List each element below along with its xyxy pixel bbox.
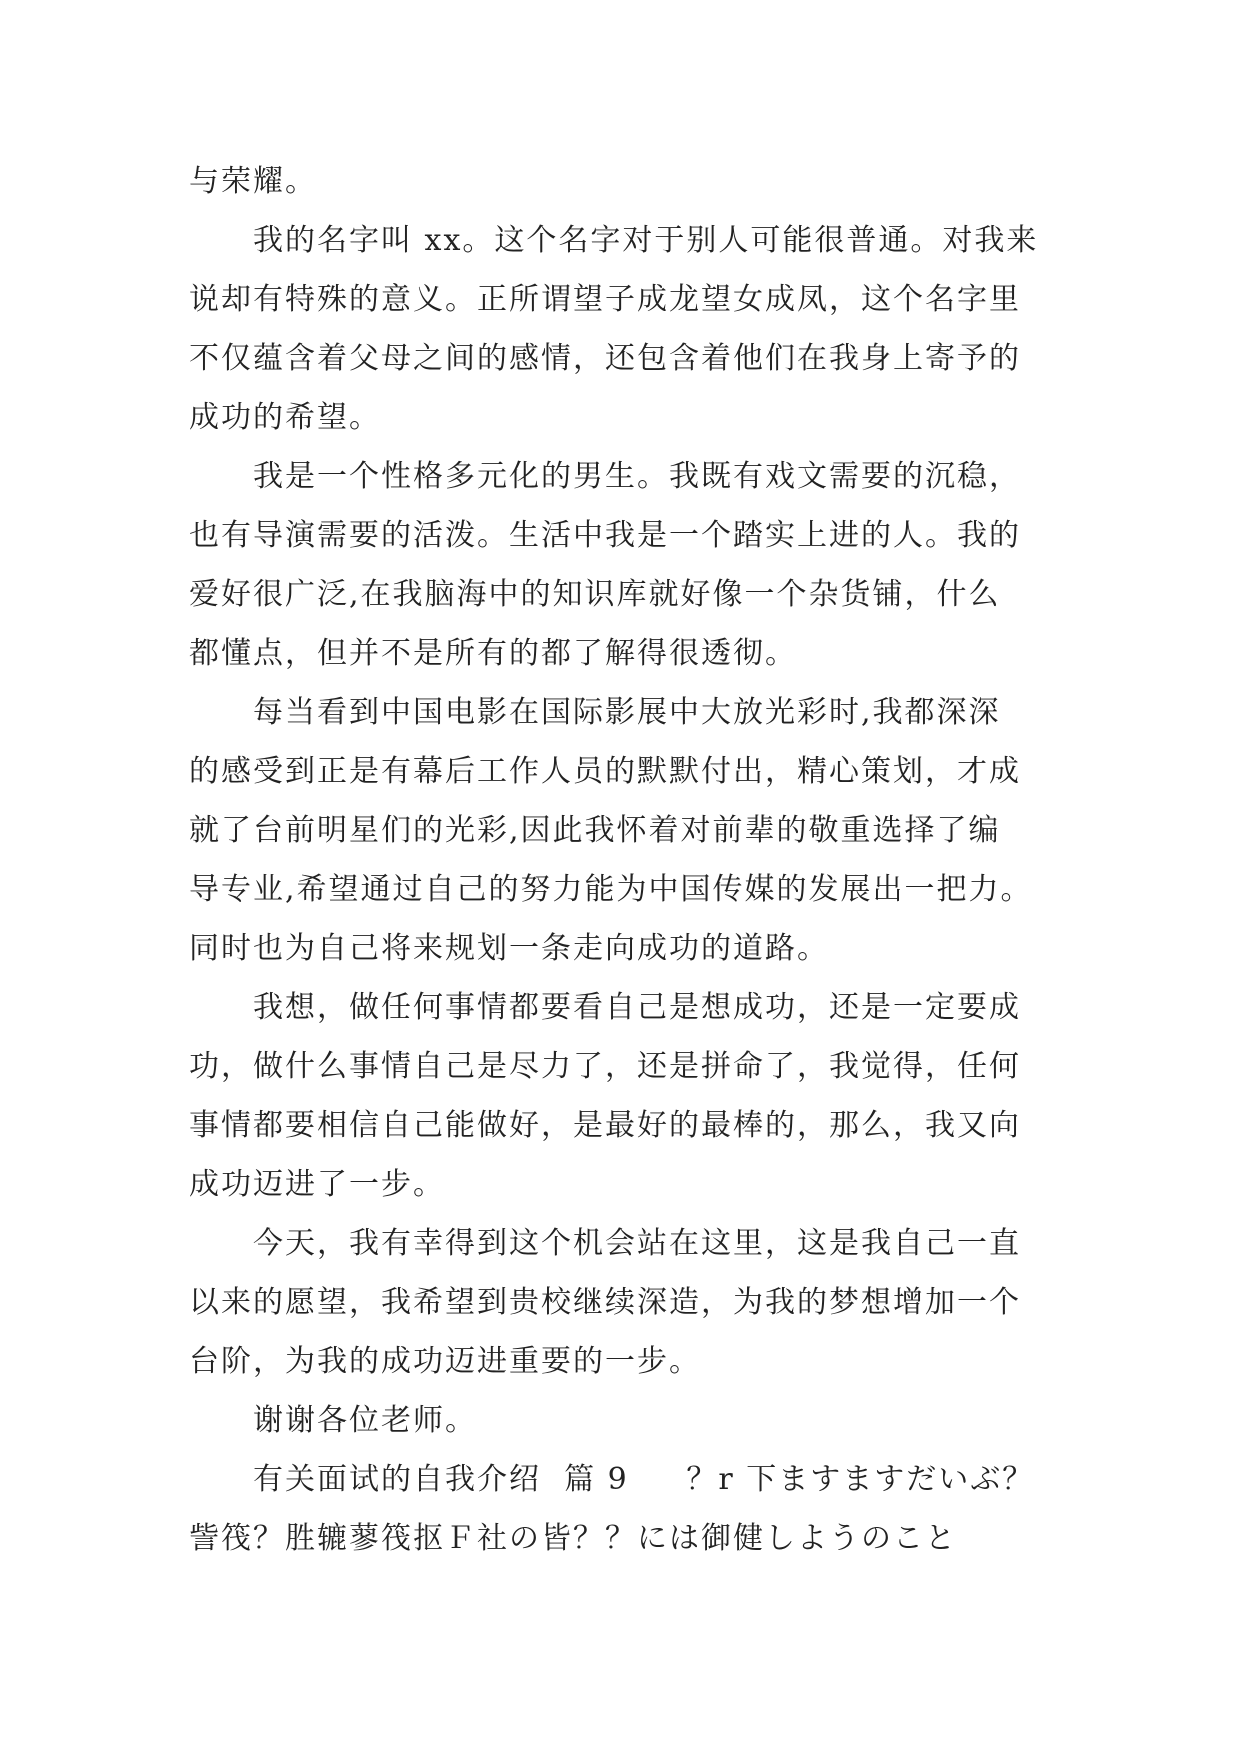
text-line: 今天，我有幸得到这个机会站在这里，这是我自己一直 <box>253 1226 1021 1261</box>
text-line: 成功的希望。 <box>189 400 381 435</box>
text-line: 有关面试的自我介绍 篇 9 ？r 下ますますだいぶ？ <box>253 1462 1035 1497</box>
text-line: 每当看到中国电影在国际影展中大放光彩时,我都深深 <box>253 695 1001 730</box>
text-line: 导专业,希望通过自己的努力能为中国传媒的发展出一把力。 <box>189 872 1033 907</box>
text-line: 都懂点，但并不是所有的都了解得很透彻。 <box>189 636 797 671</box>
text-line: 与荣耀。 <box>189 164 317 199</box>
text-line: 就了台前明星们的光彩,因此我怀着对前辈的敬重选择了编 <box>189 813 1001 848</box>
text-line: 说却有特殊的意义。正所谓望子成龙望女成凤，这个名字里 <box>189 282 1021 317</box>
text-line: 同时也为自己将来规划一条走向成功的道路。 <box>189 931 829 966</box>
text-line: 台阶，为我的成功迈进重要的一步。 <box>189 1344 701 1379</box>
text-line: 的感受到正是有幕后工作人员的默默付出，精心策划，才成 <box>189 754 1021 789</box>
document-body <box>189 152 1079 1568</box>
text-line: 不仅蕴含着父母之间的感情，还包含着他们在我身上寄予的 <box>189 341 1021 376</box>
text-line: 我想，做任何事情都要看自己是想成功，还是一定要成 <box>253 990 1021 1025</box>
text-line: 爱好很广泛,在我脑海中的知识库就好像一个杂货铺，什么 <box>189 577 1001 612</box>
text-line: 訾筏？胜辘蓼筏抠Ｆ社の皆？？には御健しようのこと <box>189 1521 957 1556</box>
text-line: 也有导演需要的活泼。生活中我是一个踏实上进的人。我的 <box>189 518 1021 553</box>
text-line: 以来的愿望，我希望到贵校继续深造，为我的梦想增加一个 <box>189 1285 1021 1320</box>
text-line: 我是一个性格多元化的男生。我既有戏文需要的沉稳， <box>253 459 1021 494</box>
text-line: 谢谢各位老师。 <box>253 1403 477 1438</box>
text-line: 功，做什么事情自己是尽力了，还是拼命了，我觉得，任何 <box>189 1049 1021 1084</box>
text-line: 成功迈进了一步。 <box>189 1167 445 1202</box>
text-line: 我的名字叫 xx。这个名字对于别人可能很普通。对我来 <box>253 223 1039 258</box>
text-line: 事情都要相信自己能做好，是最好的最棒的，那么，我又向 <box>189 1108 1021 1143</box>
